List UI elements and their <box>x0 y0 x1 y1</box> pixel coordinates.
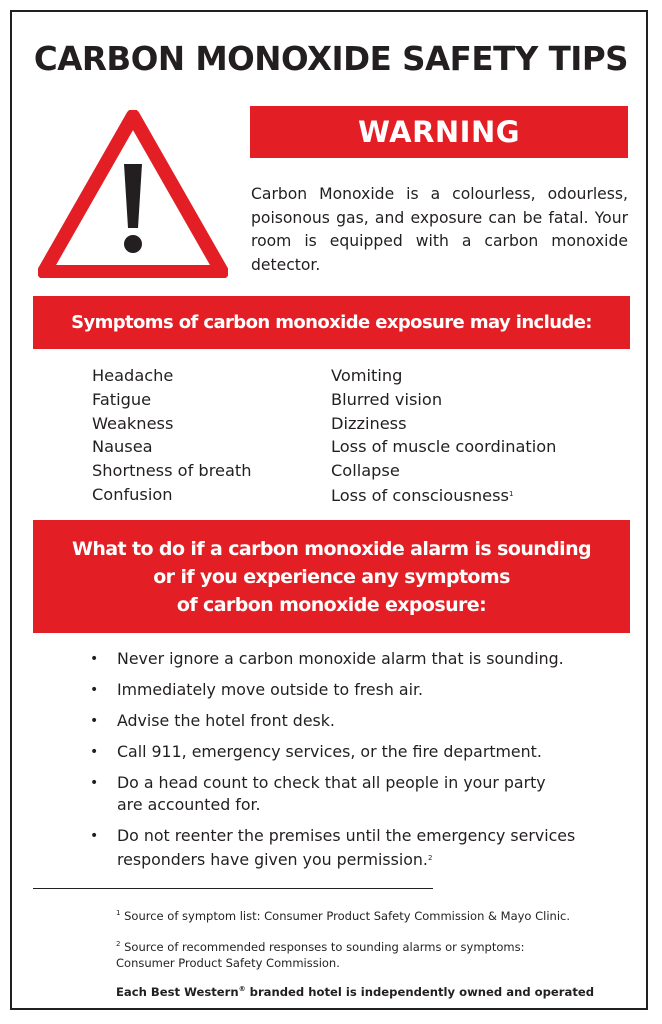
footnote-2 <box>116 936 636 971</box>
actions-list <box>90 648 630 871</box>
footnote-text: Source of recommended responses to sounding alarms or symptoms: Consumer Product Safety Commission. <box>116 940 525 970</box>
bullet-icon: • <box>90 775 99 791</box>
bullet-icon: • <box>90 682 99 698</box>
bullet-icon: • <box>90 713 99 729</box>
list-item <box>331 483 631 508</box>
bullet-icon: • <box>90 828 99 844</box>
list-item <box>90 772 630 816</box>
list-item <box>90 679 630 701</box>
list-item-text: Loss of consciousness <box>331 485 509 505</box>
footnote-1 <box>116 905 636 924</box>
bullet-icon: • <box>90 651 99 667</box>
symptoms-list-left <box>92 364 312 507</box>
list-item <box>90 741 630 763</box>
list-item: Vomiting <box>331 366 403 385</box>
footer-text: Each Best Western <box>116 985 239 999</box>
registered-mark: ® <box>238 985 246 993</box>
footer-text: branded hotel is independently owned and operated <box>245 985 595 999</box>
footnote-marker: 1 <box>116 909 121 917</box>
list-item-text: Do a head count to check that all people in your party are accounted for. <box>117 773 546 814</box>
list-item-text: Advise the hotel front desk. <box>117 711 335 730</box>
list-item: Fatigue <box>92 389 152 409</box>
list-item: Headache <box>92 366 174 385</box>
warning-triangle-icon <box>38 110 228 278</box>
list-item: Nausea <box>92 437 153 457</box>
bullet-icon: • <box>90 744 99 760</box>
list-item: Blurred vision <box>331 389 443 409</box>
footer-disclaimer <box>116 985 636 999</box>
warning-intro-text: Carbon Monoxide is a colourless, odourless, poisonous gas, and exposure can be fatal. Your room is equipped with a carbon monoxide detector. <box>251 185 628 274</box>
list-item: Shortness of breath <box>92 461 252 481</box>
list-item: Dizziness <box>331 413 407 433</box>
symptoms-list-right <box>331 364 631 508</box>
footnote-marker: 2 <box>427 854 433 862</box>
list-item: Weakness <box>92 413 174 433</box>
list-item <box>90 710 630 732</box>
list-item: Loss of muscle coordination <box>331 437 557 457</box>
list-item <box>90 825 630 871</box>
list-item: Confusion <box>92 484 173 504</box>
warning-banner: WARNING <box>250 106 628 158</box>
footnote-text: Source of symptom list: Consumer Product Safety Commission & Mayo Clinic. <box>124 909 570 923</box>
list-item-text: Call 911, emergency services, or the fire department. <box>117 742 542 761</box>
footnote-divider <box>33 888 433 889</box>
actions-heading: What to do if a carbon monoxide alarm is sounding or if you experience any symptoms of carbon monoxide exposure: <box>33 520 630 633</box>
list-item: Collapse <box>331 461 400 481</box>
list-item-text: Do not reenter the premises until the emergency services responders have given you permission. <box>117 826 576 869</box>
symptoms-heading: Symptoms of carbon monoxide exposure may include: <box>33 296 630 349</box>
list-item <box>90 648 630 670</box>
list-item-text: Immediately move outside to fresh air. <box>117 680 424 699</box>
footnote-marker: 1 <box>508 489 514 498</box>
footnote-marker: 2 <box>116 940 121 948</box>
page-title: CARBON MONOXIDE SAFETY TIPS <box>33 40 629 78</box>
list-item-text: Never ignore a carbon monoxide alarm that is sounding. <box>117 649 564 668</box>
